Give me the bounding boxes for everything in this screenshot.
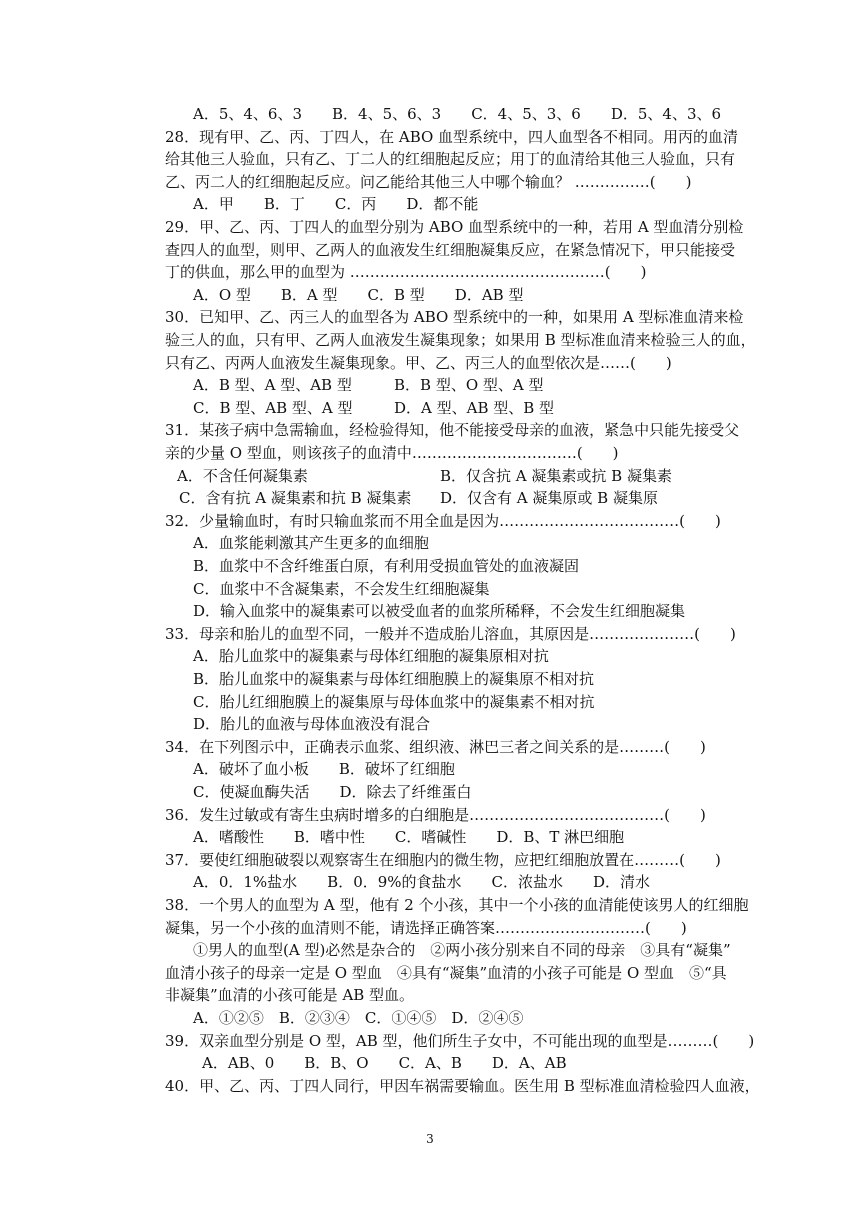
text-line: D．胎儿的血液与母体血液没有混合 [193, 715, 431, 734]
text-line: 36．发生过敏或有寄生虫病时增多的白细胞是…………………………………( ) [165, 805, 706, 824]
text-line: A．嗜酸性 B．嗜中性 C．嗜碱性 D．B、T 淋巴细胞 [193, 828, 625, 847]
option-cell: D．A 型、AB 型、B 型 [394, 398, 555, 417]
text-line: C．使凝血酶失活 D．除去了纤维蛋白 [193, 783, 472, 801]
text-line: A．①②⑤ B．②③④ C．①④⑤ D．②④⑤ [193, 1009, 524, 1027]
text-line: 30．已知甲、乙、丙三人的血型各为 ABO 型系统中的一种，如果用 A 型标准血清来检 [165, 308, 744, 327]
option-cell: B．仅含抗 A 凝集素或抗 B 凝集素 [440, 466, 672, 485]
text-line: 39．双亲血型分别是 O 型，AB 型，他们所生子女中，不可能出现的血型是………( ) [165, 1031, 755, 1050]
text-line: D．输入血浆中的凝集素可以被受血者的血浆所稀释，不会发生红细胞凝集 [193, 602, 686, 621]
text-line: 32．少量输血时，有时只输血浆而不用全血是因为………………………………( ) [165, 511, 721, 530]
text-line: A．胎儿血浆中的凝集素与母体红细胞的凝集原相对抗 [193, 647, 549, 666]
text-line: 凝集，另一个小孩的血清则不能，请选择正确答案…………………………( ) [165, 918, 687, 937]
text-line: 29．甲、乙、丙、丁四人的血型分别为 ABO 血型系统中的一种，若用 A 型血清分别检 [165, 218, 744, 236]
text-line [0, 465, 860, 487]
text-line: 31．某孩子病中急需输血，经检验得知，他不能接受母亲的血液，紧急中只能先接受父 [165, 421, 740, 440]
text-line: 28．现有甲、乙、丙、丁四人，在 ABO 血型系统中，四人血型各不相同。用丙的血清 [165, 127, 739, 146]
text-line [0, 374, 860, 396]
text-line: A．O 型 B．A 型 C．B 型 D．AB 型 [193, 285, 524, 304]
text-line: B．血浆中不含纤维蛋白原，有利用受损血管处的血液凝固 [193, 557, 580, 575]
text-line: 33．母亲和胎儿的血型不同，一般并不造成胎儿溶血，其原因是…………………( ) [165, 624, 736, 643]
text-line: 40．甲、乙、丙、丁四人同行，甲因车祸需要输血。医生用 B 型标准血清检验四人血液， [165, 1076, 760, 1095]
text-line [0, 487, 860, 509]
option-cell: C．B 型、AB 型、A 型 [193, 398, 353, 417]
text-line: C．胎儿红细胞膜上的凝集原与母体血浆中的凝集素不相对抗 [193, 692, 595, 711]
text-line: 血清小孩子的母亲一定是 O 型血 ④具有“凝集”血清的小孩子可能是 O 型血 ⑤“具 [165, 963, 727, 982]
text-line: A．破坏了血小板 B．破坏了红细胞 [193, 760, 455, 779]
text-line: 乙、丙二人的红细胞起反应。问乙能给其他三人中哪个输血？ ……………( ) [165, 172, 692, 191]
text-line: A．0．1%盐水 B．0．9%的食盐水 C．浓盐水 D．清水 [193, 873, 651, 892]
text-line: 亲的少量 O 型血，则该孩子的血清中……………………………( ) [165, 444, 619, 462]
text-line: 丁的供血，那么甲的血型为 ……………………………………………( ) [165, 263, 647, 282]
option-cell: A．B 型、A 型、AB 型 [193, 376, 352, 395]
option-cell: C．含有抗 A 凝集素和抗 B 凝集素 [179, 489, 412, 508]
text-line: 验三人的血，只有甲、乙两人血液发生凝集现象；如果用 B 型标准血清来检验三人的血， [165, 331, 756, 349]
text-line: A．5、4、6、3 B．4、5、6、3 C．4、5、3、6 D．5、4、3、6 [193, 105, 722, 123]
text-line: B．胎儿血浆中的凝集素与母体红细胞膜上的凝集原不相对抗 [193, 670, 595, 688]
option-cell: D．仅含有 A 凝集原或 B 凝集原 [440, 489, 658, 508]
text-line: 38．一个男人的血型为 A 型，他有 2 个小孩，其中一个小孩的血清能使该男人的红细胞 [165, 896, 749, 914]
text-line: C．血浆中不含凝集素，不会发生红细胞凝集 [193, 579, 490, 598]
text-line: A．甲 B．丁 C．丙 D．都不能 [193, 195, 479, 214]
text-line: 34．在下列图示中，正确表示血浆、组织液、淋巴三者之间关系的是………( ) [165, 737, 706, 756]
page-number: 3 [426, 1132, 434, 1146]
text-line: ①男人的血型(A 型)必然是杂合的 ②两小孩分别来自不同的母亲 ③具有“凝集” [193, 941, 731, 960]
text-line: A．AB、0 B．B、O C．A、B D．A、AB [202, 1054, 567, 1073]
option-cell: B．B 型、O 型、A 型 [394, 376, 544, 395]
text-line: 给其他三人验血，只有乙、丁二人的红细胞起反应；用丁的血清给其他三人验血，只有 [165, 150, 736, 169]
text-line: 只有乙、丙两人血液发生凝集现象。甲、乙、丙三人的血型依次是……( ) [165, 353, 672, 372]
text-line: 37．要使红细胞破裂以观察寄生在细胞内的微生物，应把红细胞放置在………( ) [165, 850, 721, 869]
text-line: 非凝集”血清的小孩可能是 AB 型血。 [165, 986, 415, 1005]
text-line: 查四人的血型，则甲、乙两人的血液发生红细胞凝集反应，在紧急情况下，甲只能接受 [165, 240, 736, 259]
text-line: A．血浆能刺激其产生更多的血细胞 [193, 534, 429, 553]
option-cell: A．不含任何凝集素 [177, 466, 308, 485]
text-line [0, 397, 860, 419]
